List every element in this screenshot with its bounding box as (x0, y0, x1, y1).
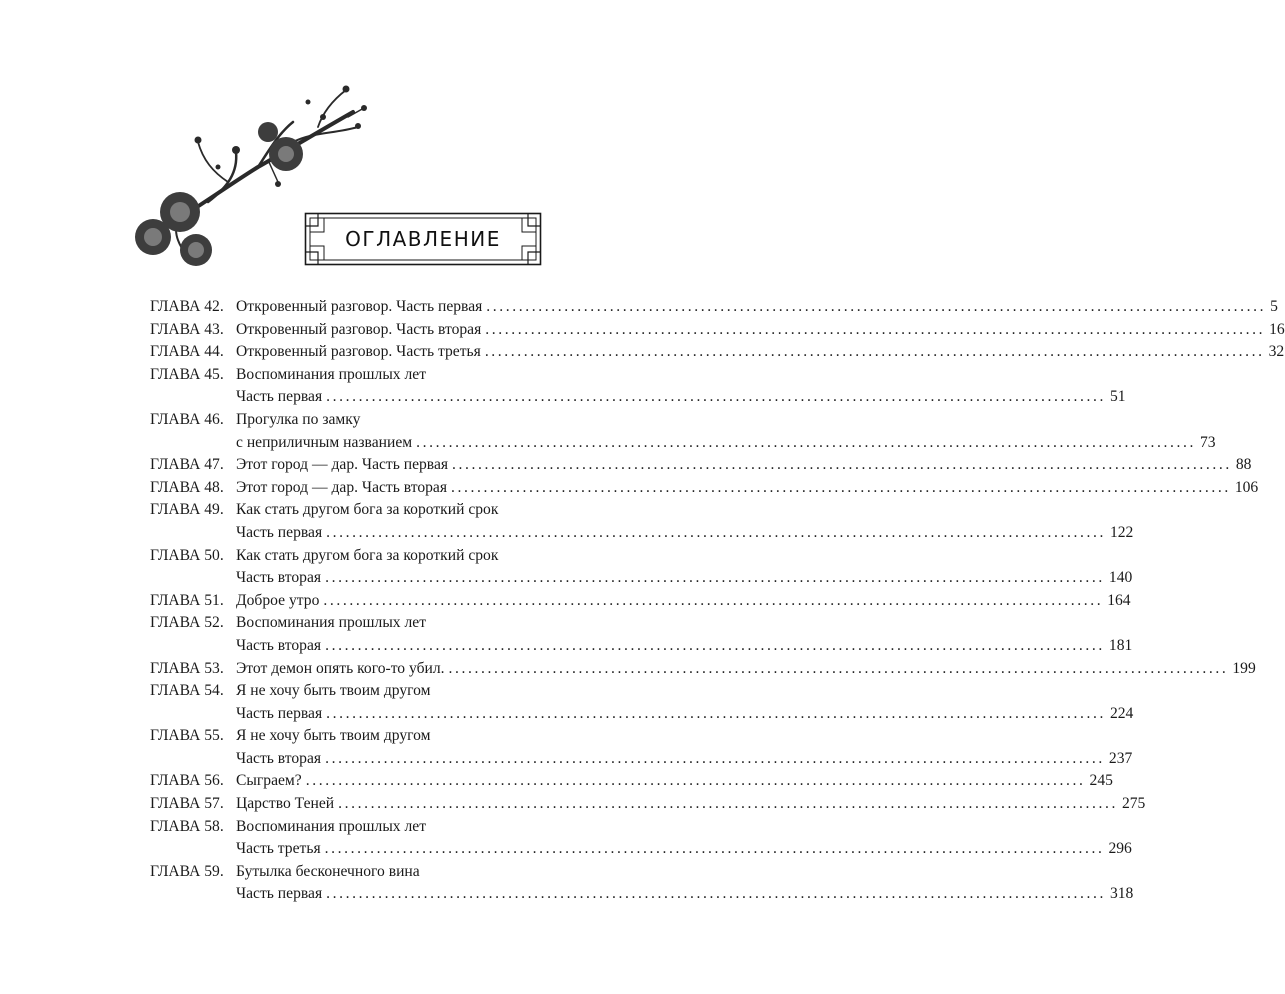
toc-entry-line (150, 635, 1133, 658)
page-number: 318 (1109, 885, 1134, 903)
toc-entry-line (150, 680, 570, 703)
chapter-title: Откровенный разговор. Часть третья (236, 343, 481, 361)
dot-leader: ........................................................................................................................ (448, 659, 1229, 677)
chapter-number: ГЛАВА 45. (150, 365, 224, 383)
page-number: 51 (1109, 388, 1126, 406)
toc-entry-line (150, 612, 570, 635)
toc-entry-line (150, 409, 570, 432)
page-number: 5 (1270, 298, 1278, 315)
chapter-title: Этот город — дар. Часть вторая (236, 478, 448, 496)
toc-entry-line (150, 522, 1134, 545)
toc-entry-line (150, 454, 1252, 477)
chapter-title: Сыграем? (236, 772, 302, 790)
dot-leader: ........................................................................................................................ (416, 433, 1196, 451)
dot-leader: ........................................................................................................................ (326, 388, 1106, 406)
chapter-title: Часть третья (236, 840, 321, 858)
page-number: 224 (1109, 704, 1134, 722)
dot-leader: ........................................................................................................................ (326, 885, 1106, 903)
chapter-number: ГЛАВА 51. (150, 591, 224, 609)
toc-heading: ОГЛАВЛЕНИЕ (345, 227, 501, 251)
chapter-title: Воспоминания прошлых лет (236, 817, 427, 835)
toc-entry-line (150, 432, 1216, 455)
chapter-number: ГЛАВА 48. (150, 478, 224, 496)
chapter-title: Воспоминания прошлых лет (236, 365, 427, 383)
page-number: 122 (1109, 523, 1134, 541)
chapter-title: Я не хочу быть твоим другом (236, 682, 431, 700)
toc-entry-line (150, 703, 1134, 726)
dot-leader: ........................................................................................................................ (338, 795, 1118, 813)
toc-entry-line (150, 341, 1285, 364)
dot-leader: ........................................................................................................................ (323, 591, 1104, 609)
toc-entry-line (150, 883, 1134, 906)
chapter-title: Часть вторая (236, 749, 322, 767)
chapter-title: Часть первая (236, 388, 323, 406)
chapter-title: Царство Теней (236, 795, 335, 813)
chapter-number: ГЛАВА 47. (150, 456, 224, 474)
dot-leader: ........................................................................................................................ (325, 636, 1105, 654)
toc-entry-line (150, 725, 570, 748)
toc-entry-line (150, 748, 1133, 771)
chapter-number: ГЛАВА 43. (150, 320, 224, 338)
chapter-number: ГЛАВА 50. (150, 546, 224, 564)
dot-leader: ........................................................................................................................ (305, 772, 1086, 790)
chapter-number: ГЛАВА 59. (150, 862, 224, 880)
chapter-title: Часть первая (236, 885, 323, 903)
chapter-title: Как стать другом бога за короткий срок (236, 546, 499, 564)
dot-leader: ........................................................................................................................ (484, 343, 1265, 361)
chapter-title: Прогулка по замку (236, 410, 361, 428)
dot-leader: ........................................................................................................................ (326, 523, 1106, 541)
chapter-number: ГЛАВА 52. (150, 614, 224, 632)
chapter-title: Этот город — дар. Часть первая (236, 456, 449, 474)
chapter-title: Доброе утро (236, 591, 320, 609)
page-number: 88 (1235, 456, 1252, 474)
toc-entry-line (150, 658, 1256, 681)
chapter-number: ГЛАВА 46. (150, 410, 224, 428)
dot-leader: ........................................................................................................................ (486, 298, 1267, 315)
dot-leader: ........................................................................................................................ (326, 704, 1106, 722)
dot-leader: ........................................................................................................................ (485, 320, 1266, 338)
chapter-title: Воспоминания прошлых лет (236, 614, 427, 632)
toc-entry-line (150, 838, 1132, 861)
chapter-number: ГЛАВА 58. (150, 817, 224, 835)
chapter-number: ГЛАВА 42. (150, 298, 224, 315)
toc-entry-line (150, 567, 1133, 590)
toc-entry-line (150, 590, 1131, 613)
chapter-title: Часть вторая (236, 569, 322, 587)
chapter-title: Я не хочу быть твоим другом (236, 727, 431, 745)
dot-leader: ........................................................................................................................ (451, 478, 1231, 496)
toc-entry-line (150, 296, 1278, 319)
chapter-number: ГЛАВА 44. (150, 343, 224, 361)
page-number: 275 (1121, 795, 1146, 813)
toc-entry-line (150, 793, 1146, 816)
dot-leader: ........................................................................................................................ (324, 840, 1105, 858)
chapter-number: ГЛАВА 57. (150, 795, 224, 813)
chapter-title: с неприличным названием (236, 433, 413, 451)
page-number: 164 (1107, 591, 1131, 609)
chapter-title: Часть вторая (236, 636, 322, 654)
toc-entry-line (150, 386, 1126, 409)
toc-entry-line (150, 319, 1285, 342)
chapter-number: ГЛАВА 55. (150, 727, 224, 745)
chapter-title: Откровенный разговор. Часть первая (236, 298, 483, 315)
page-number: 199 (1232, 659, 1256, 677)
toc-entry-line (150, 770, 1113, 793)
chapter-title: Откровенный разговор. Часть вторая (236, 320, 482, 338)
toc-entry-line (150, 861, 570, 884)
chapter-number: ГЛАВА 49. (150, 501, 224, 519)
dot-leader: ........................................................................................................................ (325, 749, 1105, 767)
page-number: 245 (1089, 772, 1113, 790)
chapter-number: ГЛАВА 54. (150, 682, 224, 700)
page-number: 106 (1234, 478, 1259, 496)
chapter-title: Этот демон опять кого-то убил. (236, 659, 445, 677)
page-number: 73 (1199, 433, 1216, 451)
chapter-title: Бутылка бесконечного вина (236, 862, 420, 880)
toc-entry-line (150, 545, 570, 568)
page-number: 181 (1108, 636, 1133, 654)
toc-entry-line (150, 477, 1259, 500)
chapter-title: Как стать другом бога за короткий срок (236, 501, 499, 519)
page-number: 296 (1108, 840, 1132, 858)
chapter-title: Часть первая (236, 704, 323, 722)
page-number: 237 (1108, 749, 1133, 767)
page-number: 140 (1108, 569, 1133, 587)
chapter-number: ГЛАВА 56. (150, 772, 224, 790)
toc-entry-line (150, 364, 570, 387)
chapter-number: ГЛАВА 53. (150, 659, 224, 677)
page-number: 16 (1269, 320, 1285, 338)
toc-entry-line (150, 816, 570, 839)
chapter-title: Часть первая (236, 523, 323, 541)
dot-leader: ........................................................................................................................ (452, 456, 1232, 474)
page-number: 32 (1268, 343, 1285, 361)
toc-entry-line (150, 499, 570, 522)
table-of-contents (150, 296, 1285, 906)
dot-leader: ........................................................................................................................ (325, 569, 1105, 587)
toc-heading-frame (304, 212, 542, 266)
